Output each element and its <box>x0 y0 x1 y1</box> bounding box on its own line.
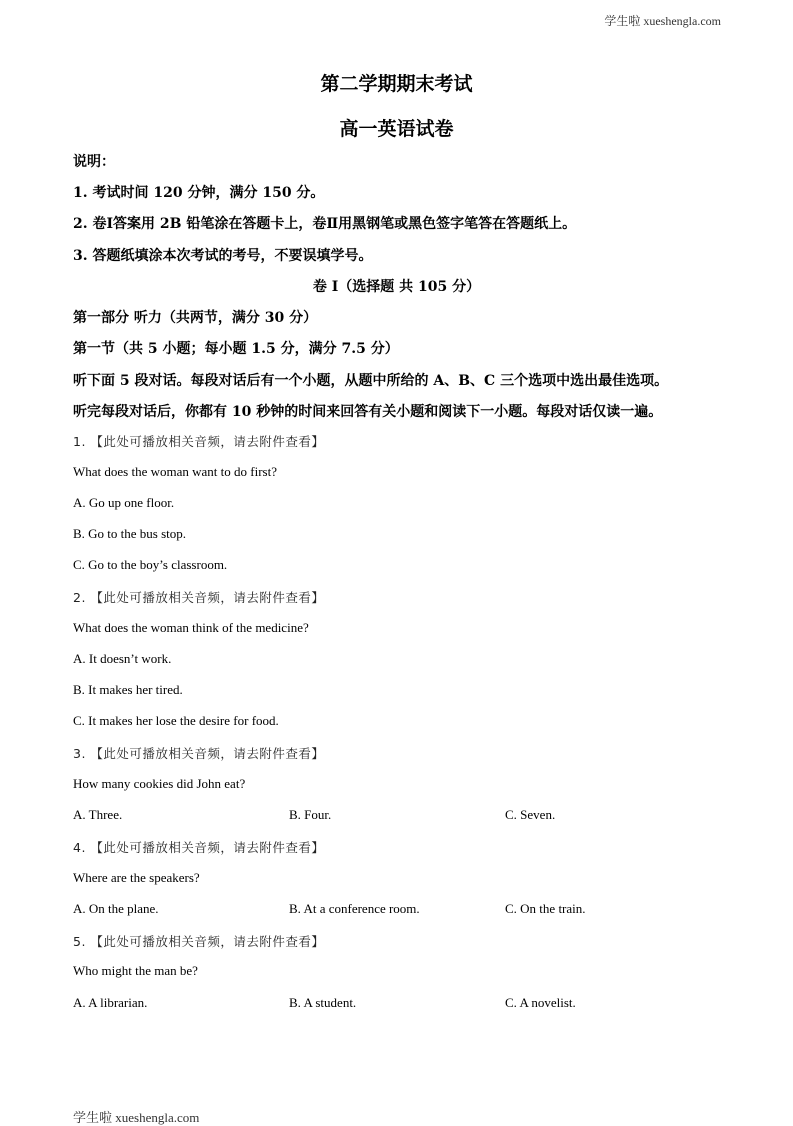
instruction-item: 3. 答题纸填涂本次考试的考号，不要误填学号。 <box>73 248 373 264</box>
question-number: 2. <box>73 590 86 605</box>
audio-placeholder-note: 【此处可播放相关音频，请去附件查看】 <box>90 434 325 449</box>
volume-heading: 卷 I（选择题 共 105 分） <box>312 279 481 295</box>
question-number: 4. <box>73 840 86 855</box>
question-5-text: Who might the man be? <box>73 963 198 978</box>
question-1-option-a: A. Go up one floor. <box>73 495 175 510</box>
exam-subtitle: 高一英语试卷 <box>339 118 454 140</box>
directions-line: 听完每段对话后，你都有 10 秒钟的时间来回答有关小题和阅读下一小题。每段对话仅读一遍。 <box>73 404 663 420</box>
header-watermark: 学生啦 xueshengla.com <box>604 14 721 28</box>
question-4-option-c: C. On the train. <box>505 901 586 916</box>
question-1-option-c: C. Go to the boy’s classroom. <box>73 557 228 572</box>
question-5-option-b: B. A student. <box>289 995 357 1010</box>
question-1-option-b: B. Go to the bus stop. <box>73 526 187 541</box>
question-4-header <box>73 838 324 856</box>
question-number: 1. <box>73 434 86 449</box>
subsection-heading: 第一节（共 5 小题；每小题 1.5 分，满分 7.5 分） <box>73 341 399 357</box>
instruction-item: 2. 卷Ⅰ答案用 2B 铅笔涂在答题卡上，卷Ⅱ用黑钢笔或黑色签字笔答在答题纸上。 <box>73 216 577 232</box>
question-3-header <box>73 744 324 762</box>
question-2-option-a: A. It doesn’t work. <box>73 651 172 666</box>
audio-placeholder-note: 【此处可播放相关音频，请去附件查看】 <box>90 746 325 761</box>
footer-watermark: 学生啦 xueshengla.com <box>73 1110 200 1125</box>
instructions-heading: 说明： <box>73 154 115 170</box>
audio-placeholder-note: 【此处可播放相关音频，请去附件查看】 <box>90 590 325 605</box>
question-2-option-c: C. It makes her lose the desire for food. <box>73 713 279 728</box>
question-5-option-c: C. A novelist. <box>505 995 576 1010</box>
question-3-option-a: A. Three. <box>73 807 123 822</box>
question-3-option-c: C. Seven. <box>505 807 556 822</box>
question-5-option-a: A. A librarian. <box>73 995 148 1010</box>
question-2-text: What does the woman think of the medicine? <box>73 620 309 635</box>
question-1-text: What does the woman want to do first? <box>73 464 277 479</box>
question-4-option-b: B. At a conference room. <box>289 901 420 916</box>
question-3-option-b: B. Four. <box>289 807 332 822</box>
question-2-header <box>73 588 324 606</box>
exam-title: 第二学期期末考试 <box>320 73 473 95</box>
directions-line: 听下面 5 段对话。每段对话后有一个小题，从题中所给的 A、B、C 三个选项中选出最佳选项。 <box>73 373 669 389</box>
question-2-option-b: B. It makes her tired. <box>73 682 183 697</box>
question-1-header <box>73 432 324 450</box>
question-4-text: Where are the speakers? <box>73 870 200 885</box>
question-number: 5. <box>73 934 86 949</box>
audio-placeholder-note: 【此处可播放相关音频，请去附件查看】 <box>90 934 325 949</box>
instruction-item: 1. 考试时间 120 分钟，满分 150 分。 <box>73 185 325 201</box>
audio-placeholder-note: 【此处可播放相关音频，请去附件查看】 <box>90 840 325 855</box>
question-4-option-a: A. On the plane. <box>73 901 159 916</box>
part-heading: 第一部分 听力（共两节，满分 30 分） <box>73 310 318 326</box>
question-5-header <box>73 932 324 950</box>
question-3-text: How many cookies did John eat? <box>73 776 246 791</box>
question-number: 3. <box>73 746 86 761</box>
